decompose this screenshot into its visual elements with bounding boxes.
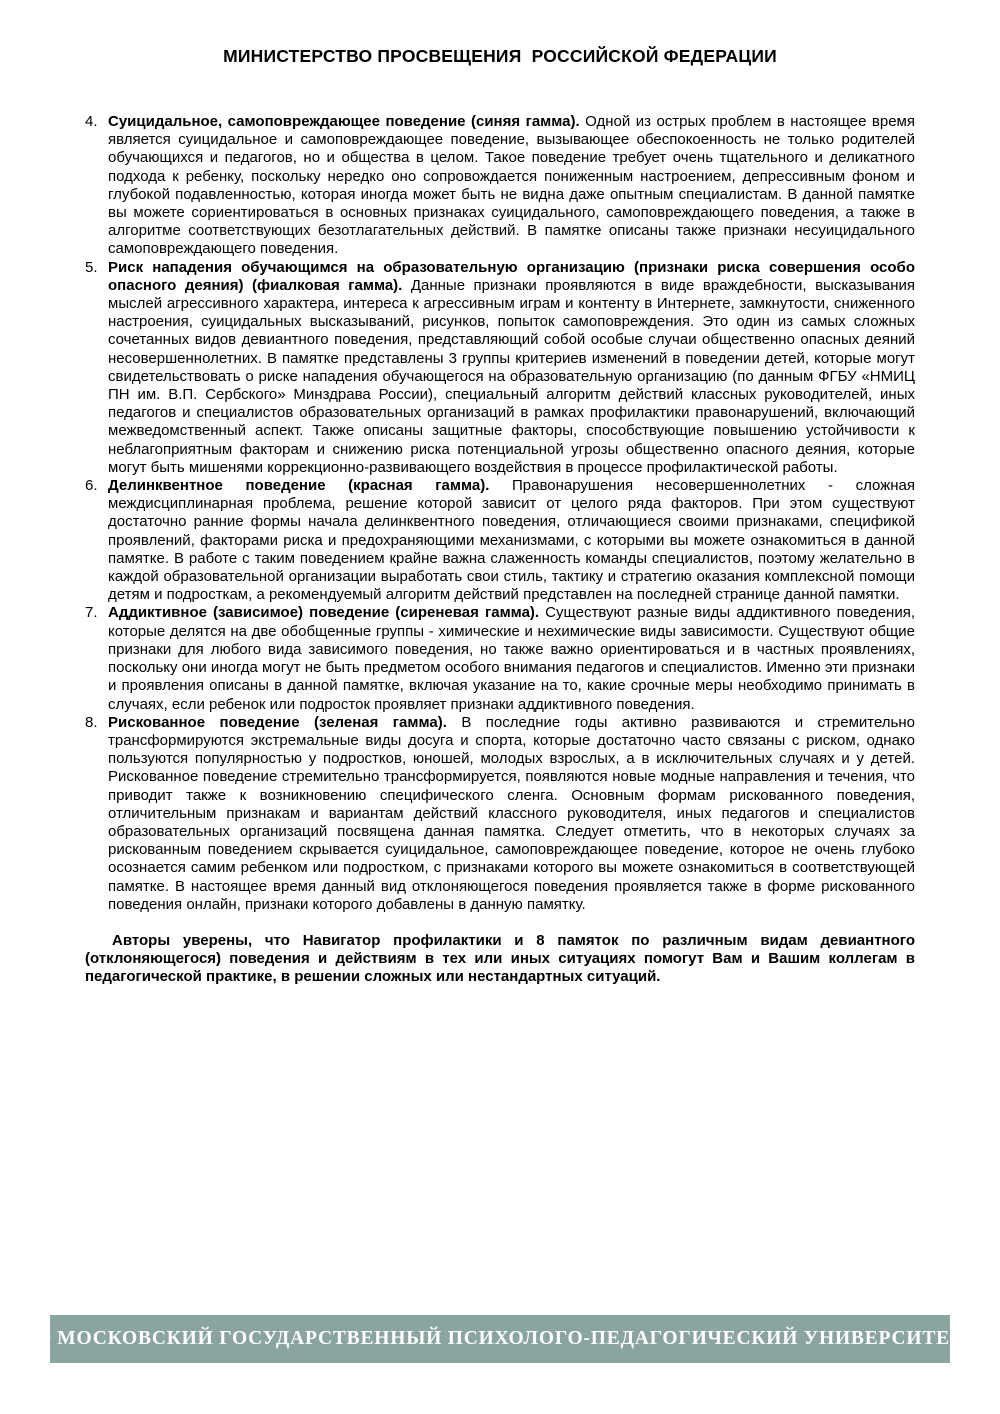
item-paragraph [108,604,915,713]
item-body: Данные признаки проявляются в виде враждебности, высказывания мыслей агрессивного характера, интереса к агрессивным играм и контенту в Интернете, замкнутости, сниженного настроения, суицидальных высказываний, рисунков, попыток самоповреждения. Это один из самых сложных сочетанных видов девиантного поведения, представляющий собой особые случаи общественно опасных деяний несовершеннолетних. В памятке представлены 3 группы критериев изменений в поведении детей, которые могут свидетельствовать о риске нападения обучающегося на образовательную организацию (по данным ФГБУ «НМИЦ ПН им. В.П. Сербского» Минздрава России), специальный алгоритм действий классных руководителей, иных педагогов и специалистов образовательных организаций в рамках профилактики правонарушений, включающий межведомственный аспект. Также описаны защитные факторы, способствующие повышению устойчивости к неблагоприятным факторам и снижению риска потенциальной угрозы общественно опасного деяния, которые могут быть мишенями коррекционно-развивающего воздействия в процессе профилактической работы. [108,276,915,476]
item-body: Одной из острых проблем в настоящее время является суицидальное и самоповреждающее поведение, вызывающее обеспокоенность не только родителей обучающихся и педагогов, но и общества в целом. Такое поведение требует очень тщательного и деликатного подхода к ребенку, поскольку нередко оно сопровождается пониженным настроением, депрессивным фоном и глубокой подавленностью, которая иногда может быть не видна даже опытным специалистам. В данной памятке вы можете сориентироваться в основных признаках суицидального, самоповреждающего поведения, а также в алгоритме соответствующих безотлагательных действий. В памятке описаны также признаки несуицидального самоповреждающего поведения. [108,113,915,258]
page-title: МИНИСТЕРСТВО ПРОСВЕЩЕНИЯ РОССИЙСКОЙ ФЕДЕРАЦИИ [223,46,777,66]
item-paragraph [108,477,915,604]
item-number: 8. [85,713,98,731]
item-paragraph [108,714,915,914]
closing-paragraph: Авторы уверены, что Навигатор профилактики и 8 памяток по различным видам девиантного (отклоняющегося) поведения и действиям в тех или иных ситуациях помогут Вам и Вашим коллегам в педагогической практике, в решении сложных или нестандартных ситуаций. [85,931,915,986]
item-paragraph [108,259,915,477]
item-body: Существуют разные виды аддиктивного поведения, которые делятся на две обобщенные группы - химические и нехимические виды зависимости. Существуют общие признаки для любого вида зависимого поведения, но также важно ориентироваться и в частных проявлениях, поскольку они иногда могут не быть предметом особого внимания педагогов и специалистов. Именно эти признаки и проявления описаны в данной памятке, включая указание на то, какие срочные меры необходимо принимать в случаях, если ребенок или подросток проявляет признаки аддиктивного поведения. [108,604,915,713]
item-heading: Риск нападения обучающимся на образовательную организацию (признаки риска совершения особо опасного деяния) (фиалковая гамма). [108,258,915,294]
list-item-8 [85,714,915,914]
list-item-6 [85,477,915,604]
list-item-5 [85,259,915,477]
item-body: Правонарушения несовершеннолетних - сложная междисциплинарная проблема, решение которой зависит от целого ряда факторов. При этом существуют достаточно ранние формы начала делинквентного поведения, отличающиеся своими признаками, спецификой проявлений, факторами риска и предохраняющими механизмами, с которыми вы можете ознакомиться в данной памятке. В работе с таким поведением крайне важна слаженность команды специалистов, поэтому желательно в каждой образовательной организации выработать свои стиль, тактику и стратегию оказания комплексной помощи детям и подросткам, а рекомендуемый алгоритм действий представлен на последней странице данной памятки. [108,477,916,604]
item-heading: Суицидальное, самоповреждающее поведение (синяя гамма). [108,113,580,130]
item-heading: Делинквентное поведение (красная гамма). [108,477,490,495]
footer-band [36,1315,964,1363]
item-number: 6. [85,477,98,495]
copyright-text: © МОСКОВСКИЙ ГОСУДАРСТВЕННЫЙ ПСИХОЛОГО-ПЕДАГОГИЧЕСКИЙ УНИВЕРСИТЕТ [36,1328,964,1349]
list-item-4 [85,113,915,259]
item-number: 7. [85,604,98,622]
list-item-7 [85,604,915,713]
item-paragraph [108,113,915,259]
items-list [85,113,915,987]
item-body: В последние годы активно развиваются и стремительно трансформируются экстремальные виды досуга и спорта, которые достаточно часто связаны с риском, однако пользуются популярностью у подростков, юношей, молодых взрослых, а в исключительных случаях и у детей. Рискованное поведение стремительно трансформируется, появляются новые модные направления и течения, что приводит также к возникновению специфического сленга. Основным формам рискованного поведения, отличительным признакам и вариантам действий классного руководителя, иных педагогов и специалистов образовательных организаций посвящена данная памятка. Следует отметить, что в некоторых случаях за рискованным поведением скрывается суицидальное, самоповреждающее поведение, которое не очень глубоко осознается самим ребенком или подростком, с признаками которого вы можете ознакомиться в соответствующей памятке. В настоящее время данный вид отклоняющегося поведения проявляется также в форме рискованного поведения онлайн, признаки которого добавлены в данную памятку. [108,713,915,913]
item-heading: Аддиктивное (зависимое) поведение (сиреневая гамма). [108,604,540,622]
item-number: 4. [85,113,98,130]
item-number: 5. [85,258,98,276]
item-heading: Рискованное поведение (зеленая гамма). [108,713,447,731]
